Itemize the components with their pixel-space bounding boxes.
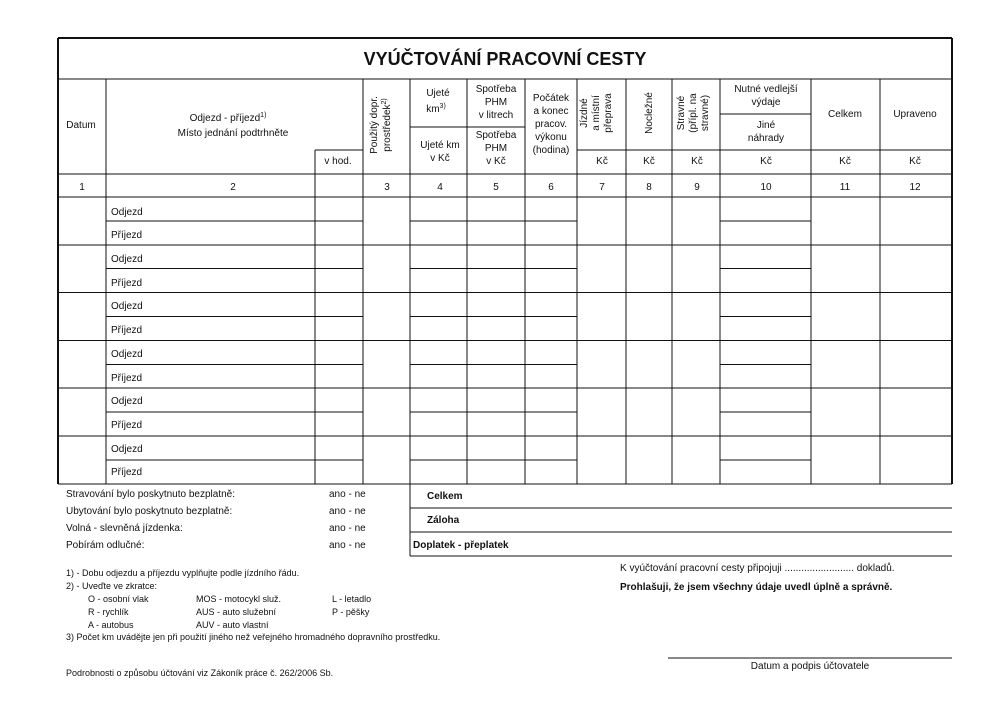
kc-label-7: Kč [596, 156, 608, 167]
header-ujete-km-kc-1: Ujeté km [420, 140, 460, 151]
row-label-odjezd: Odjezd [111, 301, 143, 312]
row-label-prijezd: Příjezd [111, 420, 143, 431]
row-label-prijezd: Příjezd [111, 373, 143, 384]
legal-footer: Podrobnosti o způsobu účtování viz Zákoník práce č. 262/2006 Sb. [66, 668, 334, 678]
header-pocatek-3: pracov. [534, 119, 568, 130]
header-stravne: Stravné(přípl. nastravné) [676, 93, 711, 133]
row-label-prijezd: Příjezd [111, 325, 143, 336]
header-spotreba-litry-2: PHM [484, 97, 508, 108]
provided-section [66, 489, 366, 551]
header-ujete-km-kc-2: v Kč [430, 153, 450, 164]
column-number: 9 [694, 182, 700, 193]
header-spotreba-kc-3: v Kč [486, 156, 506, 167]
attachments-line: K vyúčtování pracovní cesty připojuji ......................... dokladů. [620, 563, 895, 574]
provided-options[interactable]: ano - ne [329, 523, 366, 534]
header-pocatek-4: výkonu [535, 132, 567, 143]
column-number: 2 [230, 182, 236, 193]
column-number: 4 [437, 182, 443, 193]
row-label-odjezd: Odjezd [111, 254, 143, 265]
header-spotreba-kc-1: Spotřeba [475, 130, 517, 141]
header-nutne-1: Nutné vedlejší [734, 84, 798, 95]
transport-code: MOS - motocykl služ. [196, 594, 282, 604]
footnote-2: 2) - Uveďte ve zkratce: [66, 581, 158, 591]
kc-label-10: Kč [760, 156, 772, 167]
kc-label-8: Kč [643, 156, 655, 167]
column-number: 3 [384, 182, 390, 193]
transport-code: R - rychlík [88, 607, 129, 617]
transport-code: O - osobní vlak [88, 594, 149, 604]
provided-options[interactable]: ano - ne [329, 540, 366, 551]
row-label-odjezd: Odjezd [111, 207, 143, 218]
column-number-row [79, 182, 921, 193]
footnote-1: 1) - Dobu odjezdu a příjezdu vyplňujte podle jízdního řádu. [66, 568, 300, 578]
header-v-hod: v hod. [324, 156, 352, 167]
transport-code: L - letadlo [332, 594, 372, 604]
row-label-prijezd: Příjezd [111, 467, 143, 478]
transport-code: AUV - auto vlastní [196, 620, 269, 630]
row-label-prijezd: Příjezd [111, 278, 143, 289]
header-pocatek-1: Počátek [532, 93, 570, 104]
row-label-prijezd: Příjezd [111, 230, 143, 241]
header-nutne-2: výdaje [751, 97, 781, 108]
provided-options[interactable]: ano - ne [329, 489, 366, 500]
header-datum: Datum [66, 120, 96, 131]
header-spotreba-kc-2: PHM [484, 143, 508, 154]
header-jine-1: Jiné [756, 120, 776, 131]
row-labels [111, 207, 143, 478]
header-celkem: Celkem [828, 109, 862, 120]
transport-code: A - autobus [88, 620, 134, 630]
header-nocle: Nocležné [644, 92, 655, 134]
column-number: 6 [548, 182, 554, 193]
provided-label: Stravování bylo poskytnuto bezplatně: [66, 489, 235, 500]
footnote-3: 3) Počet km uvádějte jen při použití jiného než veřejného hromadného dopravního prostředku. [66, 632, 441, 642]
header-spotreba-litry-3: v litrech [478, 110, 514, 121]
provided-label: Volná - slevněná jízdenka: [66, 523, 183, 534]
column-number: 1 [79, 182, 85, 193]
provided-label: Pobírám odlučné: [66, 540, 145, 551]
kc-label-12: Kč [909, 156, 921, 167]
transport-code: AUS - auto služební [196, 607, 277, 617]
declaration: Prohlašuji, že jsem všechny údaje uvedl úplně a správně. [620, 582, 893, 593]
row-label-odjezd: Odjezd [111, 396, 143, 407]
header-pouzity: Použitý dopr. prostředek$^{2)}$ [369, 96, 393, 154]
row-label-odjezd: Odjezd [111, 349, 143, 360]
signature-label: Datum a podpis účtovatele [750, 661, 870, 672]
column-number: 11 [839, 182, 851, 193]
header-jine-2: náhrady [747, 133, 785, 144]
header-spotreba-litry-1: Spotřeba [475, 84, 517, 95]
column-number: 12 [909, 182, 921, 193]
header-upraveno: Upraveno [893, 109, 937, 120]
header-jizdne: Jízdnéa místnípřeprava [579, 93, 614, 133]
header-odjezd: Odjezd - příjezd$^{1)}$ [189, 112, 267, 124]
footnotes [66, 568, 440, 678]
header-pocatek-2: a konec [533, 106, 569, 117]
header-km: $km^{3)}$ [426, 103, 446, 115]
header-ujete: Ujeté [426, 88, 450, 99]
summary-zaloha: Záloha [427, 515, 460, 526]
column-number: 8 [646, 182, 652, 193]
kc-label-11: Kč [839, 156, 851, 167]
row-label-odjezd: Odjezd [111, 444, 143, 455]
provided-label: Ubytování bylo poskytnuto bezplatně: [66, 506, 233, 517]
summary-celkem: Celkem [427, 491, 463, 502]
column-number: 5 [493, 182, 499, 193]
column-number: 10 [760, 182, 772, 193]
kc-label-9: Kč [691, 156, 703, 167]
summary-doplatek: Doplatek - přeplatek [413, 540, 509, 551]
form-title: VYÚČTOVÁNÍ PRACOVNÍ CESTY [363, 49, 647, 69]
provided-options[interactable]: ano - ne [329, 506, 366, 517]
column-number: 7 [599, 182, 605, 193]
transport-code: P - pěšky [332, 607, 370, 617]
header-pocatek-5: (hodina) [532, 145, 570, 156]
header-misto: Místo jednání podtrhněte [177, 128, 289, 139]
